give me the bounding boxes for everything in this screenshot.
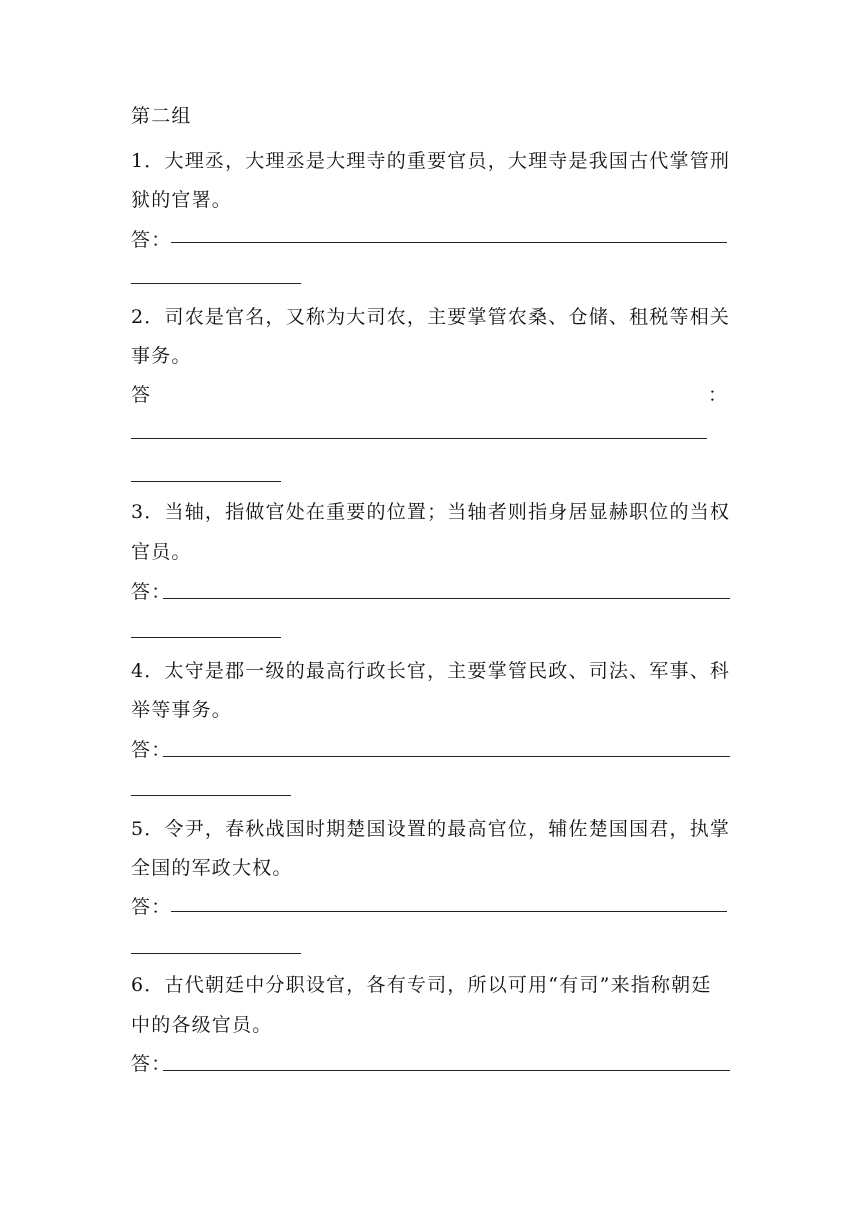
answer-6-label: 答：	[131, 1053, 172, 1075]
answer-4-blank-line-continued[interactable]	[131, 795, 291, 796]
question-5-line-2: 全国的军政大权。	[131, 857, 293, 879]
answer-2-label: 答	[131, 384, 152, 406]
answer-3-blank-line-continued[interactable]	[131, 637, 281, 638]
question-3-line-1: 3．当轴，指做官处在重要的位置；当轴者则指身居显赫职位的当权	[131, 501, 731, 523]
answer-4-blank-line[interactable]	[163, 756, 730, 757]
question-2-line-1: 2．司农是官名，又称为大司农，主要掌管农桑、仓储、租税等相关	[131, 306, 731, 328]
question-4-line-1: 4．太守是郡一级的最高行政长官，主要掌管民政、司法、军事、科	[131, 660, 731, 682]
answer-1-label: 答：	[131, 229, 172, 251]
answer-2-blank-line-continued[interactable]	[131, 481, 281, 482]
answer-2-colon: ：	[708, 384, 728, 406]
question-4-line-2: 举等事务。	[131, 699, 233, 721]
question-2-line-2: 事务。	[131, 345, 192, 367]
question-1-line-1: 1．大理丞，大理丞是大理寺的重要官员，大理寺是我国古代掌管刑	[131, 150, 731, 172]
answer-3-blank-line[interactable]	[163, 598, 730, 599]
answer-5-blank-line[interactable]	[171, 911, 727, 912]
question-5-line-1: 5．令尹，春秋战国时期楚国设置的最高官位，辅佐楚国国君，执掌	[131, 818, 731, 840]
question-6-line-2: 中的各级官员。	[131, 1014, 273, 1036]
group-title: 第二组	[131, 105, 192, 127]
answer-6-blank-line[interactable]	[163, 1070, 730, 1071]
question-1-line-2: 狱的官署。	[131, 189, 233, 211]
answer-1-blank-line-continued[interactable]	[131, 283, 301, 284]
question-3-line-2: 官员。	[131, 541, 192, 563]
question-6-line-1: 6．古代朝廷中分职设官，各有专司，所以可用“有司”来指称朝廷	[131, 974, 712, 996]
answer-3-label: 答：	[131, 581, 172, 603]
answer-1-blank-line[interactable]	[171, 242, 727, 243]
answer-2-blank-line[interactable]	[131, 438, 707, 439]
answer-4-label: 答：	[131, 739, 172, 761]
answer-5-label: 答：	[131, 896, 172, 918]
answer-5-blank-line-continued[interactable]	[131, 953, 301, 954]
